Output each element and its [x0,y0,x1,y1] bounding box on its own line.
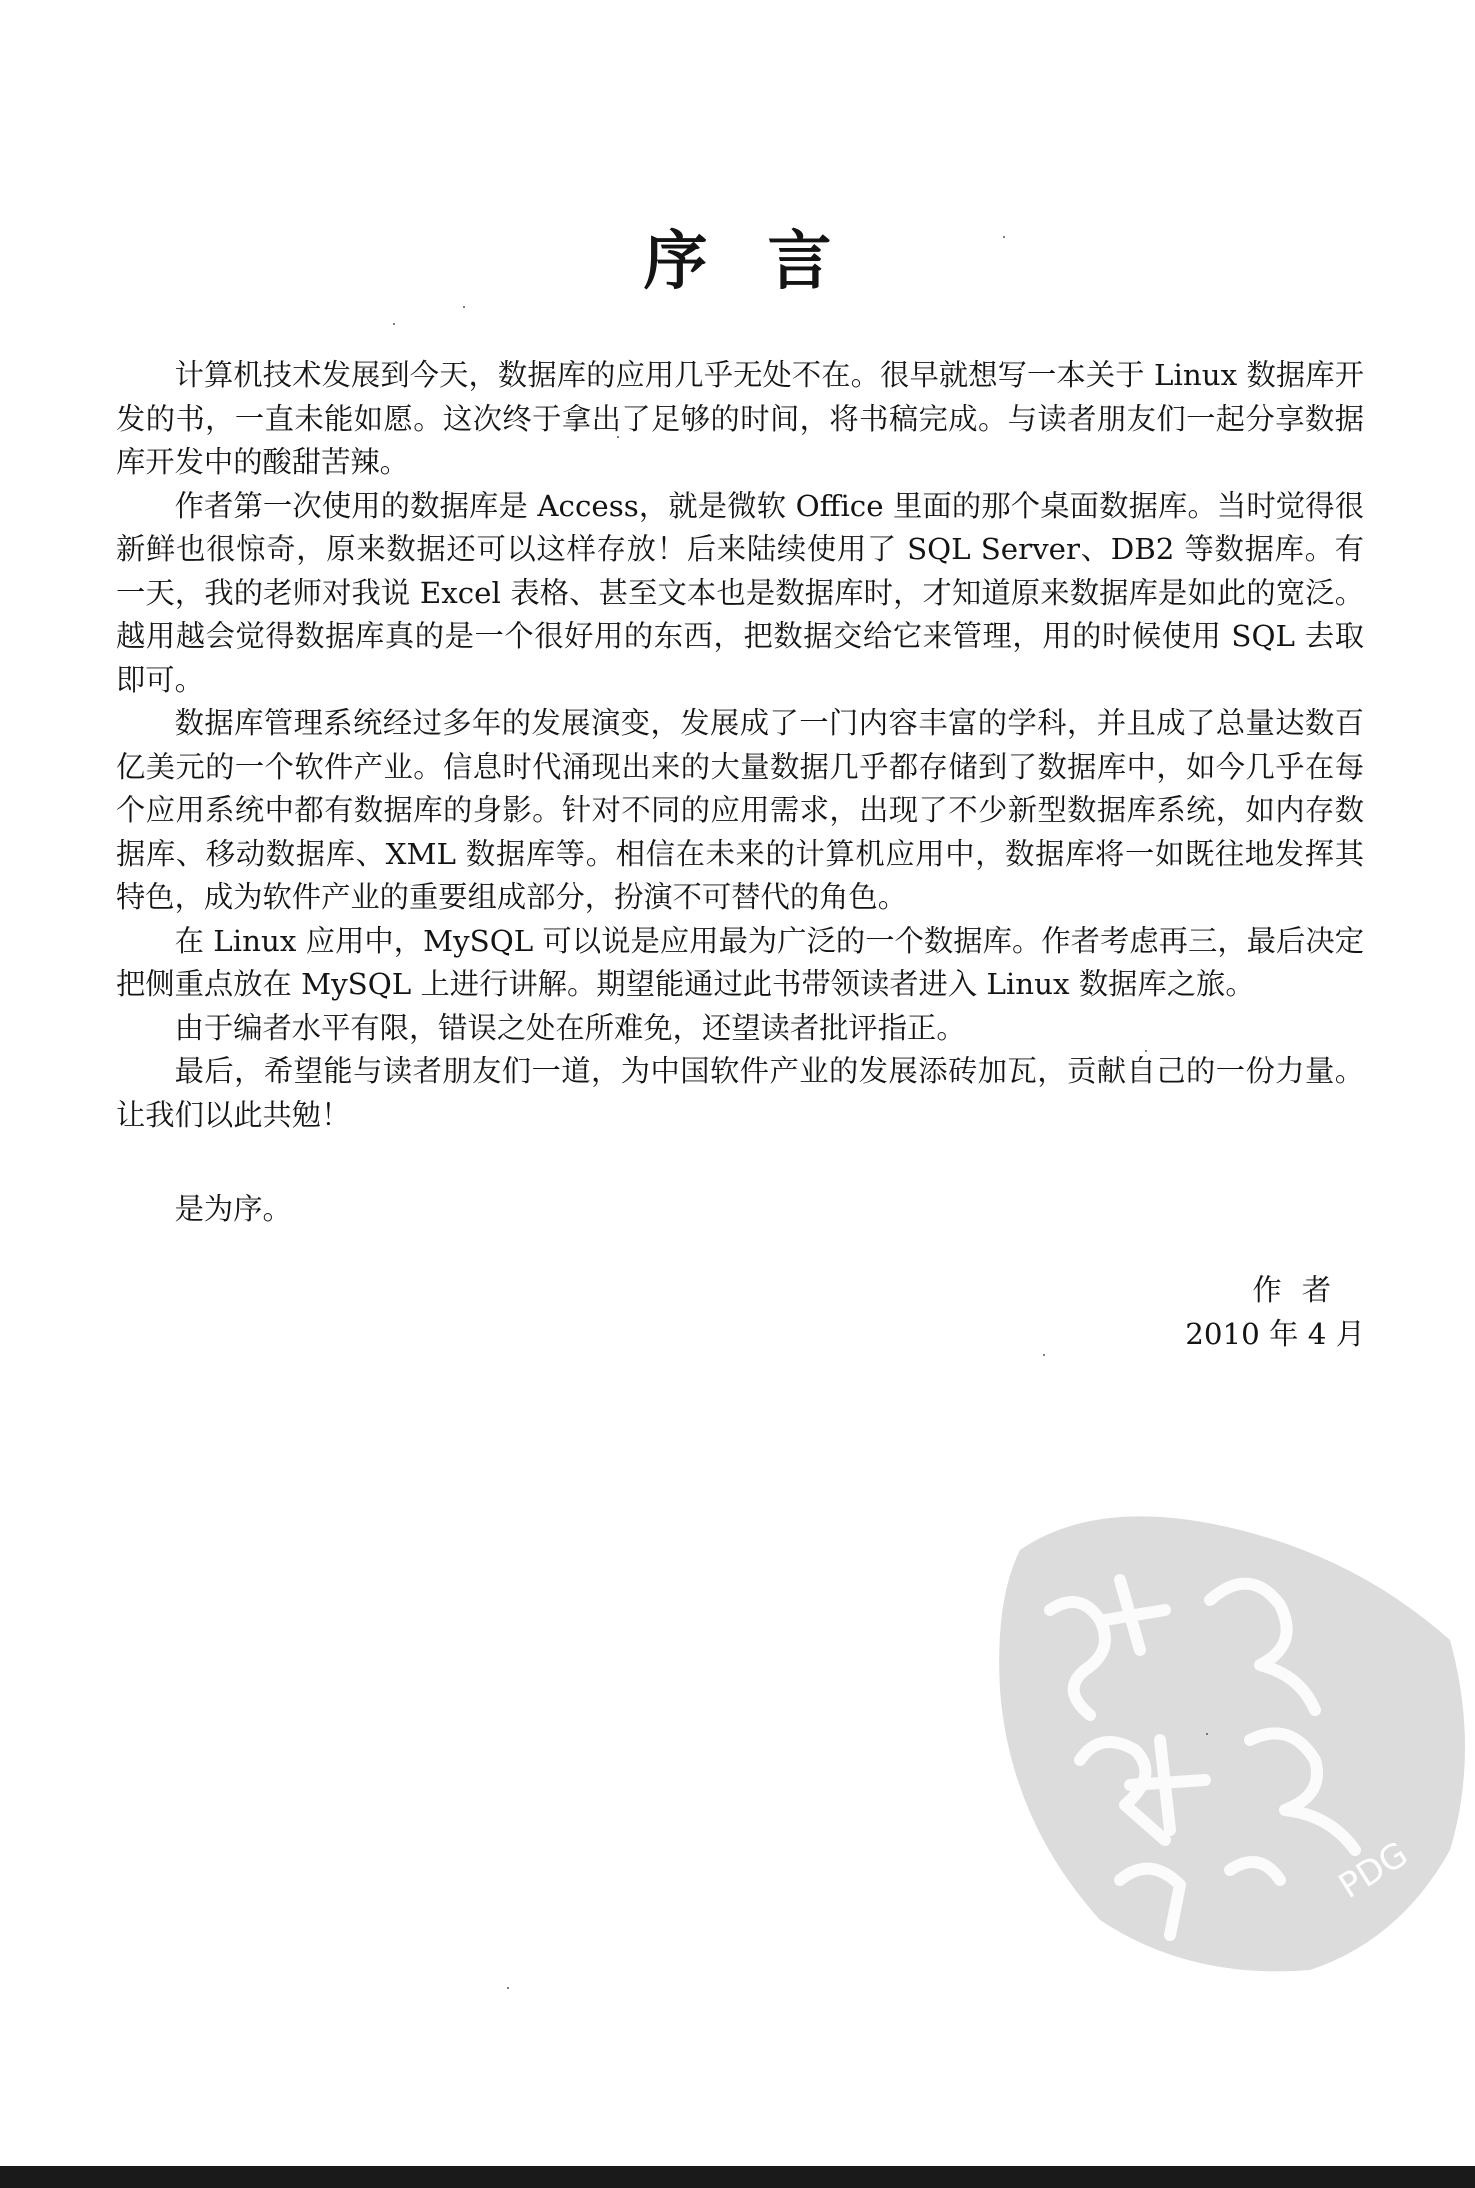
signature-block [1185,1268,1365,1356]
author-signature: 作者 [1252,1273,1351,1307]
scan-speck [393,323,395,325]
scan-speck [1206,1733,1208,1735]
paragraph: 在 Linux 应用中，MySQL 可以说是应用最为广泛的一个数据库。作者考虑再三，最后决定把侧重点放在 MySQL 上进行讲解。期望能通过此书带领读者进入 Linux 数据库之旅。 [116,923,1364,1001]
scan-speck [1145,1050,1147,1052]
closing-line: 是为序。 [174,1192,292,1226]
paragraph: 计算机技术发展到今天，数据库的应用几乎无处不在。很早就想写一本关于 Linux 数据库开发的书，一直未能如愿。这次终于拿出了足够的时间，将书稿完成。与读者朋友们一起分享数据库开发中的酸甜苦辣。 [116,358,1364,479]
signature-date: 2010 年 4 月 [1185,1317,1365,1351]
paragraph: 作者第一次使用的数据库是 Access，就是微软 Office 里面的那个桌面数据库。当时觉得很新鲜也很惊奇，原来数据还可以这样存放！后来陆续使用了 SQL Server、DB2 等数据库。有一天，我的老师对我说 Excel 表格、甚至文本也是数据库时，才知道原来数据库是如此的宽泛。越用越会觉得数据库真的是一个很好用的东西，把数据交给它来管理，用的时候使用 SQL 去取即可。 [116,488,1364,697]
paragraph: 由于编者水平有限，错误之处在所难免，还望读者批评指正。 [174,1010,966,1045]
watermark-text: PDG [1331,1834,1416,1907]
scan-bottom-border [0,2166,1475,2188]
scan-speck [1003,236,1005,238]
scan-speck [507,1987,509,1989]
paragraph: 数据库管理系统经过多年的发展演变，发展成了一门内容丰富的学科，并且成了总量达数百亿美元的一个软件产业。信息时代涌现出来的大量数据几乎都存储到了数据库中，如今几乎在每个应用系统中都有数据库的身影。针对不同的应用需求，出现了不少新型数据库系统，如内存数据库、移动数据库、XML 数据库等。相信在未来的计算机应用中，数据库将一如既往地发挥其特色，成为软件产业的重要组成部分，扮演不可替代的角色。 [116,706,1364,914]
page-title: 序言 [643,225,892,299]
scan-speck [1043,1354,1045,1356]
pdg-watermark-seal [980,1490,1475,1980]
preface-body [116,354,1364,1137]
paragraph: 最后，希望能与读者朋友们一道，为中国软件产业的发展添砖加瓦，贡献自己的一份力量。让我们以此共勉！ [116,1054,1364,1132]
scan-speck [617,436,619,438]
scan-speck [463,306,465,308]
